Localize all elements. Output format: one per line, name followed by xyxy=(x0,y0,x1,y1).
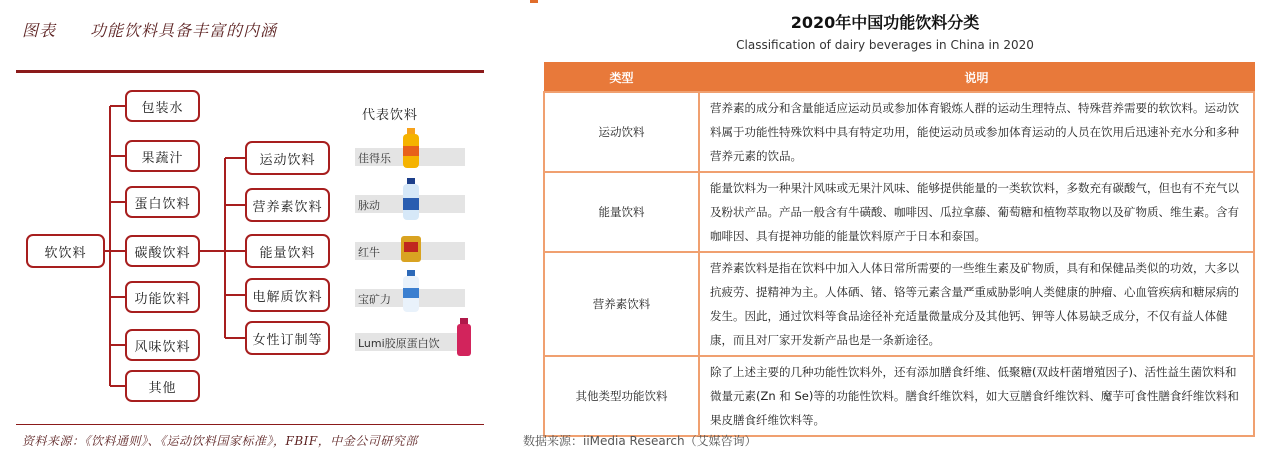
table-row xyxy=(544,356,1254,436)
rep-label: 红牛 xyxy=(358,246,380,259)
source-note: 资料来源：《饮料通则》、《运动饮料国家标准》，FBIF，中金公司研究部 xyxy=(22,434,418,448)
bottle-lumi-icon xyxy=(455,318,473,358)
rep-label: 脉动 xyxy=(358,199,380,212)
accent-mark xyxy=(530,0,538,3)
node-category: 果蔬汁 xyxy=(125,140,200,172)
bottom-divider xyxy=(16,424,484,425)
table-title: 2020年中国功能饮料分类 xyxy=(790,13,980,32)
header-type: 类型 xyxy=(544,63,699,93)
node-functional-type: 营养素饮料 xyxy=(245,188,330,222)
node-category: 包装水 xyxy=(125,90,200,122)
cell-desc: 营养素饮料是指在饮料中加入人体日常所需要的一些维生素及矿物质，具有和保健品类似的功效，大多以抗疲劳、提精神为主。人体硒、锗、铬等元素含量严重威胁影响人类健康的肿瘤、心血管疾病和糖尿病的发生。因此，通过饮料等食品途径补充适量微量成分及其他钙、钾等人体易缺乏成分，不仅有益人体健康，而且对厂家开发新产品也是一条新途径。 xyxy=(699,252,1254,356)
representative-heading: 代表饮料 xyxy=(362,108,419,123)
node-functional-type: 能量饮料 xyxy=(245,234,330,268)
classification-table xyxy=(543,62,1255,437)
bottle-gatorade-icon xyxy=(400,128,422,170)
figure-label: 图表 xyxy=(22,21,57,40)
cell-desc: 除了上述主要的几种功能性饮料外，还有添加膳食纤维、低聚糖(双歧杆菌增殖因子)、活性益生菌饮料和微量元素(Zn 和 Se)等的功能性饮料。膳食纤维饮料，如大豆膳食纤维饮料、魔芋可食性膳食纤维饮料和果皮膳食纤维饮料等。 xyxy=(699,356,1254,436)
cell-type: 运动饮料 xyxy=(544,92,699,172)
can-redbull-icon xyxy=(399,234,423,264)
cell-desc: 能量饮料为一种果汁风味或无果汁风味、能够提供能量的一类软饮料，多数充有碳酸气，但也有不充气以及粉状产品。产品一般含有牛磺酸、咖啡因、瓜拉拿藤、葡萄糖和植物萃取物以及矿物质、维生素。含有咖啡因、具有提神功能的能量饮料原产于日本和泰国。 xyxy=(699,172,1254,252)
header-desc: 说明 xyxy=(699,63,1254,93)
table-row xyxy=(544,92,1254,172)
rep-label: 佳得乐 xyxy=(358,152,391,165)
bottle-mizone-icon xyxy=(400,178,422,222)
cell-type: 营养素饮料 xyxy=(544,252,699,356)
data-source: 数据来源：iiMedia Research（艾媒咨询） xyxy=(523,434,757,448)
right-table-panel xyxy=(515,0,1268,472)
node-functional-type: 女性订制等 xyxy=(245,321,330,355)
node-category: 风味饮料 xyxy=(125,329,200,361)
rep-label: Lumi胶原蛋白饮 xyxy=(358,337,440,350)
cell-type: 能量饮料 xyxy=(544,172,699,252)
node-category: 其他 xyxy=(125,370,200,402)
node-category: 蛋白饮料 xyxy=(125,186,200,218)
node-root: 软饮料 xyxy=(26,234,105,268)
left-figure-panel xyxy=(0,0,505,472)
table-header-row xyxy=(544,63,1254,93)
node-functional-type: 电解质饮料 xyxy=(245,278,330,312)
bottle-pocari-icon xyxy=(400,270,422,314)
table-row xyxy=(544,172,1254,252)
table-subtitle: Classification of dairy beverages in China in 2020 xyxy=(736,38,1034,52)
node-category: 功能饮料 xyxy=(125,281,200,313)
rep-label: 宝矿力 xyxy=(358,293,391,306)
node-category: 碳酸饮料 xyxy=(125,235,200,267)
table-row xyxy=(544,252,1254,356)
cell-desc: 营养素的成分和含量能适应运动员或参加体育锻炼人群的运动生理特点、特殊营养需要的软饮料。运动饮料属于功能性特殊饮料中具有特定功用，能使运动员或参加体育运动的人员在饮用后迅速补充水分和多种营养元素的饮品。 xyxy=(699,92,1254,172)
node-functional-type: 运动饮料 xyxy=(245,141,330,175)
cell-type: 其他类型功能饮料 xyxy=(544,356,699,436)
figure-subtitle: 功能饮料具备丰富的内涵 xyxy=(90,21,278,40)
